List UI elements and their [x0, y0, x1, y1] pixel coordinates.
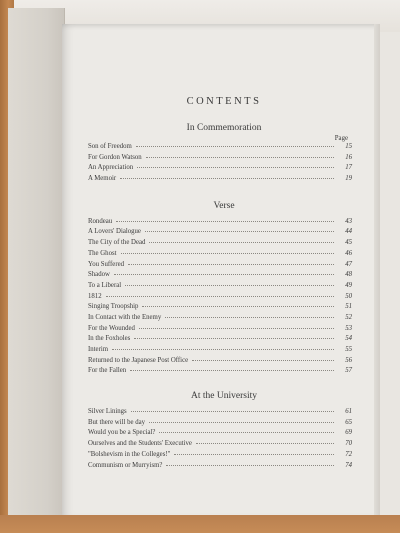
toc-entry-page: 53 [345, 324, 352, 332]
toc-entry-page: 49 [345, 281, 352, 289]
toc-entry-page: 45 [345, 239, 352, 247]
toc-entry-title: An Appreciation [88, 164, 134, 172]
dot-leader [196, 443, 334, 444]
toc-entry-title: The Ghost [88, 249, 117, 257]
toc-entry [88, 174, 352, 185]
dot-leader [165, 317, 334, 318]
page-edge [374, 24, 380, 518]
dot-leader [116, 221, 334, 222]
toc-entry-title: The City of the Dead [88, 239, 146, 247]
dot-leader [145, 231, 334, 232]
toc-entry-title: "Bolshevism in the Colleges!" [88, 450, 171, 458]
toc-entry-title: A Memoir [88, 175, 117, 183]
toc-entry [88, 356, 352, 367]
dot-leader [112, 349, 334, 350]
toc-entry-page: 47 [345, 260, 352, 268]
toc-entry-page: 15 [345, 143, 352, 150]
toc-entry-page: 48 [345, 271, 352, 279]
section-heading-commemoration: In Commemoration [186, 123, 262, 133]
toc-entry-page: 72 [345, 450, 352, 458]
dot-leader [174, 454, 334, 455]
toc-entry-page: 54 [345, 335, 352, 343]
toc-entry-title: For the Wounded [88, 324, 135, 332]
contents-title: CONTENTS [186, 96, 262, 107]
dot-leader [114, 274, 334, 275]
toc-entry-page: 55 [345, 346, 352, 353]
toc-entry-page: 16 [345, 153, 352, 161]
dot-leader [125, 285, 334, 286]
toc-entry [88, 324, 352, 335]
toc-entry-title: Would you be a Special? [88, 429, 156, 437]
toc-entry-page: 65 [345, 418, 352, 426]
toc-entry-title: You Suffered [88, 260, 125, 268]
toc-entry [88, 163, 352, 174]
page-column-label: Page [334, 135, 348, 142]
toc-entry-page: 61 [345, 408, 352, 416]
toc-entry-title: Rondeau [88, 217, 113, 225]
toc-entry-title: In the Foxholes [88, 335, 131, 343]
left-page [8, 8, 65, 520]
dot-leader [149, 242, 334, 243]
toc-entry-title: Silver Linings [88, 408, 127, 416]
toc-entry [88, 366, 352, 377]
dot-leader [166, 465, 334, 466]
section-university-list [88, 407, 352, 471]
dot-leader [139, 328, 334, 329]
toc-entry-title: A Lovers' Dialogue [88, 228, 141, 236]
toc-entry-title: Singing Troopship [88, 303, 139, 311]
dot-leader [128, 264, 334, 265]
toc-entry-title: Returned to the Japanese Post Office [88, 356, 189, 364]
dot-leader [120, 178, 334, 179]
section-heading-university: At the University [191, 391, 257, 402]
toc-entry [88, 260, 352, 271]
section-verse-list [88, 217, 352, 377]
section-commemoration-list [88, 142, 352, 185]
book-cover-bottom [0, 515, 400, 533]
toc-entry [88, 270, 352, 281]
toc-entry-title: For the Fallen [88, 367, 127, 375]
toc-entry-page: 17 [345, 164, 352, 172]
toc-entry-title: For Gordon Watson [88, 153, 142, 161]
toc-entry [88, 439, 352, 450]
toc-entry [88, 227, 352, 238]
dot-leader [146, 157, 334, 158]
toc-entry-page: 19 [345, 175, 352, 183]
toc-entry [88, 313, 352, 324]
toc-entry [88, 217, 352, 228]
toc-entry [88, 461, 352, 472]
toc-entry-title: But there will be day [88, 418, 146, 426]
toc-entry-page: 56 [345, 356, 352, 364]
toc-entry-page: 74 [345, 461, 352, 469]
toc-entry [88, 281, 352, 292]
toc-entry [88, 142, 352, 153]
toc-entry [88, 153, 352, 164]
toc-entry-page: 44 [345, 228, 352, 236]
toc-entry-page: 57 [345, 367, 352, 375]
toc-entry-title: In Contact with the Enemy [88, 313, 162, 321]
toc-entry-title: Son of Freedom [88, 143, 132, 150]
toc-entry-title: Interim [88, 346, 109, 353]
dot-leader [136, 146, 334, 147]
dot-leader [149, 422, 334, 423]
dot-leader [134, 338, 334, 339]
table-of-contents [88, 96, 352, 471]
toc-entry [88, 292, 352, 303]
toc-entry [88, 238, 352, 249]
toc-entry [88, 418, 352, 429]
toc-entry-page: 50 [345, 292, 352, 300]
toc-entry [88, 334, 352, 345]
toc-entry-page: 43 [345, 217, 352, 225]
toc-entry-title: To a Liberal [88, 281, 122, 289]
dot-leader [192, 360, 334, 361]
dot-leader [130, 370, 334, 371]
dot-leader [131, 411, 334, 412]
toc-entry-title: 1812 [88, 292, 102, 300]
dot-leader [159, 432, 334, 433]
toc-entry-title: Shadow [88, 271, 110, 279]
toc-entry-title: Communism or Murryism? [88, 461, 163, 469]
toc-entry [88, 302, 352, 313]
dot-leader [137, 167, 334, 168]
toc-entry [88, 428, 352, 439]
toc-entry-page: 52 [345, 313, 352, 321]
section-heading-verse: Verse [213, 200, 235, 211]
toc-entry-page: 69 [345, 429, 352, 437]
toc-entry [88, 450, 352, 461]
dot-leader [106, 296, 334, 297]
toc-entry-page: 70 [345, 440, 352, 448]
toc-entry [88, 345, 352, 356]
dot-leader [142, 306, 334, 307]
toc-entry [88, 407, 352, 418]
toc-entry-title: Ourselves and the Students' Executive [88, 440, 192, 448]
toc-entry-page: 46 [345, 249, 352, 257]
toc-entry [88, 249, 352, 260]
toc-entry-page: 51 [345, 303, 352, 311]
dot-leader [121, 253, 334, 254]
